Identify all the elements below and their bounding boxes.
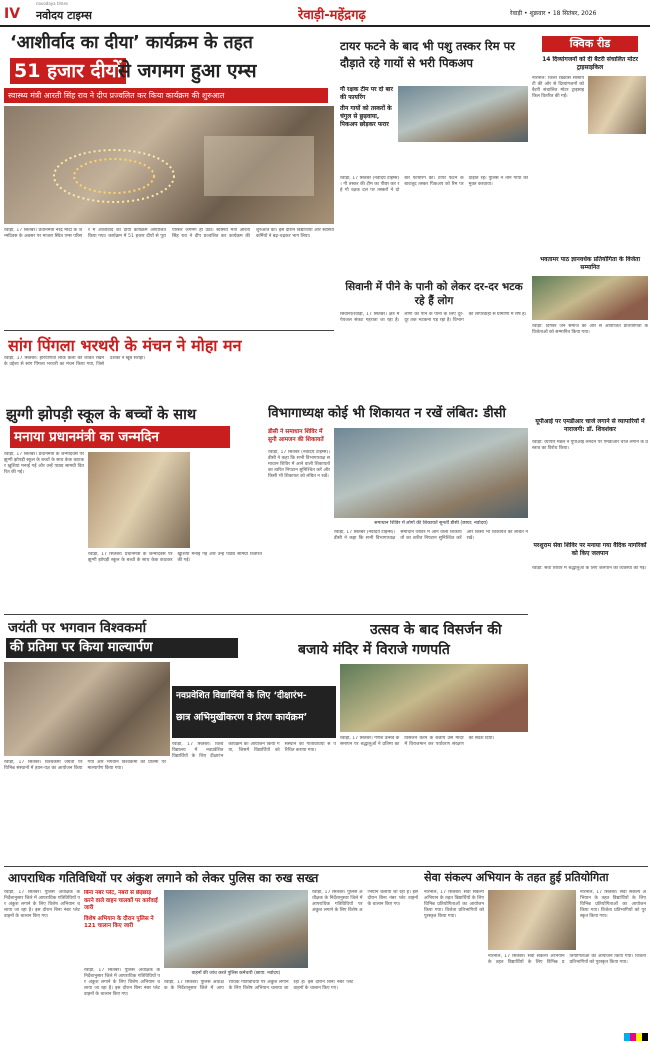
- dc-body-left: रेवाड़ी, 17 सितंबर (नवोदय टाइम्स)। डीसी ने कहा कि सभी विभागाध्यक्ष समाधान शिविर में आने वाली शिकायतों का त्वरित निपटान सुनिश्चित करें और किसी भी शिकायत को लंबित न रखें।: [268, 450, 330, 479]
- water-body: सिवानी/रेवाड़ी, 17 सितंबर। क्षेत्र में पेयजल संकट गहराता जा रहा है। लोगों को पीने के पानी के लिए दूर-दूर तक भटकना पड़ रहा है। विभाग की लापरवाही से ग्रामीणों में रोष है।: [340, 312, 527, 323]
- slum-headline-1: झुग्गी झोपड़ी स्कूल के बच्चों के साथ: [6, 407, 197, 423]
- divider-line: [4, 330, 334, 331]
- lead-headline-highlight: 51 हजार दीयों: [10, 58, 126, 84]
- quick-item-4-body: रेवाड़ी: सेवा शिविर में श्रद्धालुओं के लिए जलपान की व्यवस्था की गई।: [532, 566, 647, 571]
- diya-pattern-graphic: [4, 106, 334, 224]
- deeksharambh-headline-2: छात्र अभिमुखीकरण व प्रेरण कार्यक्रम’: [176, 712, 308, 723]
- dc-body: रेवाड़ी, 17 सितंबर (नवोदय टाइम्स)। डीसी ने कहा कि सभी विभागाध्यक्ष समाधान शिविर में आने वाली शिकायतों का त्वरित निपटान सुनिश्चित करें और किसी भी शिकायत को लंबित न रखें।: [334, 530, 528, 541]
- police-body-right: रेवाड़ी, 17 सितंबर। पुलिस अधीक्षक के निर्देशानुसार जिले में आपराधिक गतिविधियों पर अंकुश लगाने के लिए विशेष अभियान चलाया जा रहा है। इस दौरान बिना नंबर प्लेट वाहनों के चालान किए गए।: [164, 980, 354, 991]
- deeksharambh-headline-1: नवप्रवेशित विद्यार्थियों के लिए ‘दीक्षारंभ-: [176, 691, 307, 701]
- tanker-bullet-box: [340, 86, 394, 174]
- quick-item-1-title: 14 दिव्यांगजनों को दी बैटरी संचालित मोटर ट्राइसाइकिल: [542, 56, 638, 71]
- police-bullet-1: बिना नंबर प्लेट, नंबरों से छेड़छाड़ करने वाले वाहन चालकों पर कार्रवाई जारी: [84, 890, 158, 911]
- tanker-bullet-1: गौ रक्षक टीम पर दो बार की फायरिंग: [340, 86, 393, 101]
- slum-body-cont: रेवाड़ी, 17 सितंबर। प्रधानमंत्री के जन्मदिवस पर झुग्गी झोपड़ी स्कूल के बच्चों के साथ केक काटकर खुशियां मनाई गईं और उन्हें पाठ्य सामग्री वितरित की गई।: [88, 552, 262, 563]
- dc-caption: समाधान शिविर में लोगों की शिकायतें सुनतीं डीसी (छाया: नवोदय): [374, 521, 488, 526]
- lead-body: रेवाड़ी, 17 सितंबर। प्रधानमंत्री नरेंद्र मोदी के जन्मदिवस के अवसर पर माजरा स्थित एम्स परिसर में आशीर्वाद का दीया कार्यक्रम आयोजित किया गया। कार्यक्रम में 51 हजार दीयों से पूरा परिसर जगमग हो उठा। स्वास्थ्य मंत्री आरती सिंह राव ने दीप प्रज्वलित कर कार्यक्रम की शुरुआत की। इस दौरान विद्यार्थियों और स्वास्थ्य कर्मियों ने बढ़-चढ़कर भाग लिया।: [4, 228, 334, 239]
- utsav-body: रेवाड़ी, 17 सितंबर। गणेश उत्सव के समापन पर श्रद्धालुओं ने प्रतिमा का विसर्जन करने के बजाय उसे मंदिर में विराजमान कर पर्यावरण संरक्षण का संदेश दिया।: [340, 736, 495, 747]
- utsav-headline-1: उत्सव के बाद विसर्जन की: [370, 622, 502, 638]
- seva-body-right: नारनौल, 17 सितंबर। सेवा संकल्प अभियान के तहत विद्यार्थियों के लिए विभिन्न प्रतियोगिताओं का आयोजन किया गया। विजेता प्रतिभागियों को पुरस्कृत किया गया।: [488, 954, 646, 965]
- vishwakarma-headline-2: की प्रतिमा पर किया माल्यार्पण: [6, 638, 238, 658]
- quick-item-1-photo: [588, 76, 646, 134]
- lead-headline-2: [10, 58, 330, 86]
- pingala-body: रेवाड़ी, 17 सितंबर। हरियाणवी लोक कला को जीवंत रखने के उद्देश्य से सांग पिंगला भरथरी का मंचन किया गया, जिसे दर्शकों ने खूब सराहा।: [4, 356, 146, 367]
- seva-photo: [488, 890, 576, 950]
- section-label: रेवाड़ी-महेंद्रगढ़: [298, 8, 366, 23]
- slum-body: रेवाड़ी, 17 सितंबर। प्रधानमंत्री के जन्मदिवस पर झुग्गी झोपड़ी स्कूल के बच्चों के साथ केक काटकर खुशियां मनाई गईं और उन्हें पाठ्य सामग्री वितरित की गई।: [4, 452, 84, 475]
- police-bullet-2: विशेष अभियान के दौरान पुलिस ने 121 चालान किए जारी: [84, 915, 154, 929]
- police-body-left: रेवाड़ी, 17 सितंबर। पुलिस अधीक्षक के निर्देशानुसार जिले में आपराधिक गतिविधियों पर अंकुश लगाने के लिए विशेष अभियान चलाया जा रहा है। इस दौरान बिना नंबर प्लेट वाहनों के चालान किए गए।: [4, 890, 80, 919]
- seva-headline: सेवा संकल्प अभियान के तहत हुई प्रतियोगिता: [424, 871, 609, 884]
- slum-headline-2: मनाया प्रधानमंत्री का जन्मदिन: [10, 426, 230, 448]
- dc-bullet: डीसी ने समाधान शिविर में सुनी आमजन की शिकायतें: [268, 429, 324, 443]
- quick-item-3-title: यूपीआई पर एमडीआर चार्ज लगाने से व्यापारियों में नाराजगी: डॉ. शिवशंकर: [535, 418, 645, 433]
- tanker-headline: टायर फटने के बाद भी पशु तस्कर रिम पर दौड़ाते रहे गायों से भरी पिकअप: [340, 39, 515, 70]
- dc-headline: विभागाध्यक्ष कोई भी शिकायत न रखें लंबित: डीसी: [268, 406, 506, 421]
- tanker-body: रेवाड़ी, 17 सितंबर (नवोदय टाइम्स)। गौ तस्कर की टीम का पीछा कर रहे गौ रक्षक दल पर तस्करों ने दो बार फायरिंग की। टायर फटने के बावजूद तस्कर पिकअप को रिम पर दौड़ाते रहे। पुलिस ने तीन गायों को मुक्त करवाया।: [340, 176, 528, 193]
- color-registration-mark: [624, 1033, 648, 1041]
- water-headline: सिवानी में पीने के पानी को लेकर दर-दर भटक रहे हैं लोग: [345, 281, 523, 307]
- page-number: IV: [4, 6, 21, 22]
- quick-read-panel: [532, 36, 648, 614]
- quick-read-title: क्विक रीड: [542, 36, 638, 52]
- police-headline: आपराधिक गतिविधियों पर अंकुश लगाने को लेकर पुलिस का रुख सख्त: [8, 871, 319, 885]
- utsav-headline-2: बजाये मंदिर में विराजे गणपति: [298, 642, 450, 658]
- divider-line: [4, 614, 528, 615]
- dc-photo: [334, 428, 528, 518]
- edition-small: navodaya times: [36, 1, 69, 6]
- divider-line: [4, 866, 648, 867]
- lead-headline-1: ‘आशीर्वाद का दीया’ कार्यक्रम के तहत: [10, 33, 253, 53]
- police-body-mid: रेवाड़ी, 17 सितंबर। पुलिस अधीक्षक के निर्देशानुसार जिले में आपराधिक गतिविधियों पर अंकुश लगाने के लिए विशेष अभियान चलाया जा रहा है। इस दौरान बिना नंबर प्लेट वाहनों के चालान किए गए।: [84, 968, 160, 997]
- quick-item-2-body: रेवाड़ी: दिगंबर जैन समाज की ओर से आयोजित प्रतियोगिता के विजेताओं को सम्मानित किया गया।: [532, 324, 648, 335]
- lead-subhead: स्वास्थ्य मंत्री आरती सिंह राव ने दीप प्रज्वलित कर किया कार्यक्रम की शुरुआत: [4, 88, 328, 103]
- lead-photo-lamps: [4, 106, 334, 224]
- seva-body: नारनौल, 17 सितंबर। सेवा संकल्प अभियान के तहत विद्यार्थियों के लिए विभिन्न प्रतियोगिताओं का आयोजन किया गया। विजेता प्रतिभागियों को पुरस्कृत किया गया।: [424, 890, 484, 919]
- quick-item-3-body: रेवाड़ी: व्यापार मंडल ने यूपीआई लेनदेन पर एमडीआर चार्ज लगाने के प्रस्ताव का विरोध किया।: [532, 440, 648, 451]
- quick-item-4-title: परशुराम सेवा शिविर पर मनाया गया वैदिक नागरिकों को किए जलपान: [533, 542, 647, 557]
- police-body-col: रेवाड़ी, 17 सितंबर। पुलिस अधीक्षक के निर्देशानुसार जिले में आपराधिक गतिविधियों पर अंकुश लगाने के लिए विशेष अभियान चलाया जा रहा है। इस दौरान बिना नंबर प्लेट वाहनों के चालान किए गए।: [312, 890, 418, 913]
- quick-item-1-body: नारनौल: जिला रेडक्रॉस सोसायटी की ओर से दिव्यांगजनों को बैटरी संचालित मोटर ट्राइसाइकिल वितरित की गईं।: [532, 76, 584, 99]
- quick-item-2-photo: [532, 276, 648, 320]
- lead-headline-rest: से जगमग हुआ एम्स: [118, 60, 257, 82]
- dateline: रेवाड़ी • शुक्रवार • 18 सितंबर, 2026: [510, 10, 597, 17]
- tanker-photo: [398, 86, 528, 142]
- quick-item-2-title: भवतामर पाठ ज्ञानवर्धक प्रतियोगिता के विजेता सम्मानित: [539, 256, 641, 271]
- masthead: [0, 0, 650, 27]
- deeksharambh-body: रेवाड़ी, 17 सितंबर। विश्वविद्यालय में नवप्रवेशित विद्यार्थियों के लिए दीक्षारंभ कार्यक्रम का आयोजन किया गया, जिसमें विद्यार्थियों को संस्थान की गतिविधियों से परिचित कराया गया।: [172, 742, 336, 759]
- police-caption: वाहनों की जांच करते पुलिस कर्मचारी (छाया: नवोदय): [191, 971, 281, 976]
- police-photo: [164, 890, 308, 968]
- vishwakarma-body: रेवाड़ी, 17 सितंबर। विश्वकर्मा जयंती पर विभिन्न संस्थानों में हवन-यज्ञ का आयोजन किया गया और भगवान विश्वकर्मा की प्रतिमा पर माल्यार्पण किया गया।: [4, 760, 166, 771]
- seva-body-col: नारनौल, 17 सितंबर। सेवा संकल्प अभियान के तहत विद्यार्थियों के लिए विभिन्न प्रतियोगिताओं का आयोजन किया गया। विजेता प्रतिभागियों को पुरस्कृत किया गया।: [580, 890, 646, 919]
- utsav-photo: [340, 664, 528, 732]
- tanker-bullet-2: तीन गायों को तस्करों के चंगुल से छुड़वाया, पिकअप छोड़कर फरार: [340, 105, 392, 128]
- slum-photo: [88, 452, 190, 548]
- pingala-headline: सांग पिंगला भरथरी के मंचन ने मोहा मन: [8, 336, 242, 355]
- vishwakarma-headline-1: जयंती पर भगवान विश्वकर्मा: [8, 620, 147, 636]
- paper-name: नवोदय टाइम्स: [36, 9, 92, 22]
- police-bullets: [84, 890, 160, 964]
- vishwakarma-photo: [4, 662, 170, 756]
